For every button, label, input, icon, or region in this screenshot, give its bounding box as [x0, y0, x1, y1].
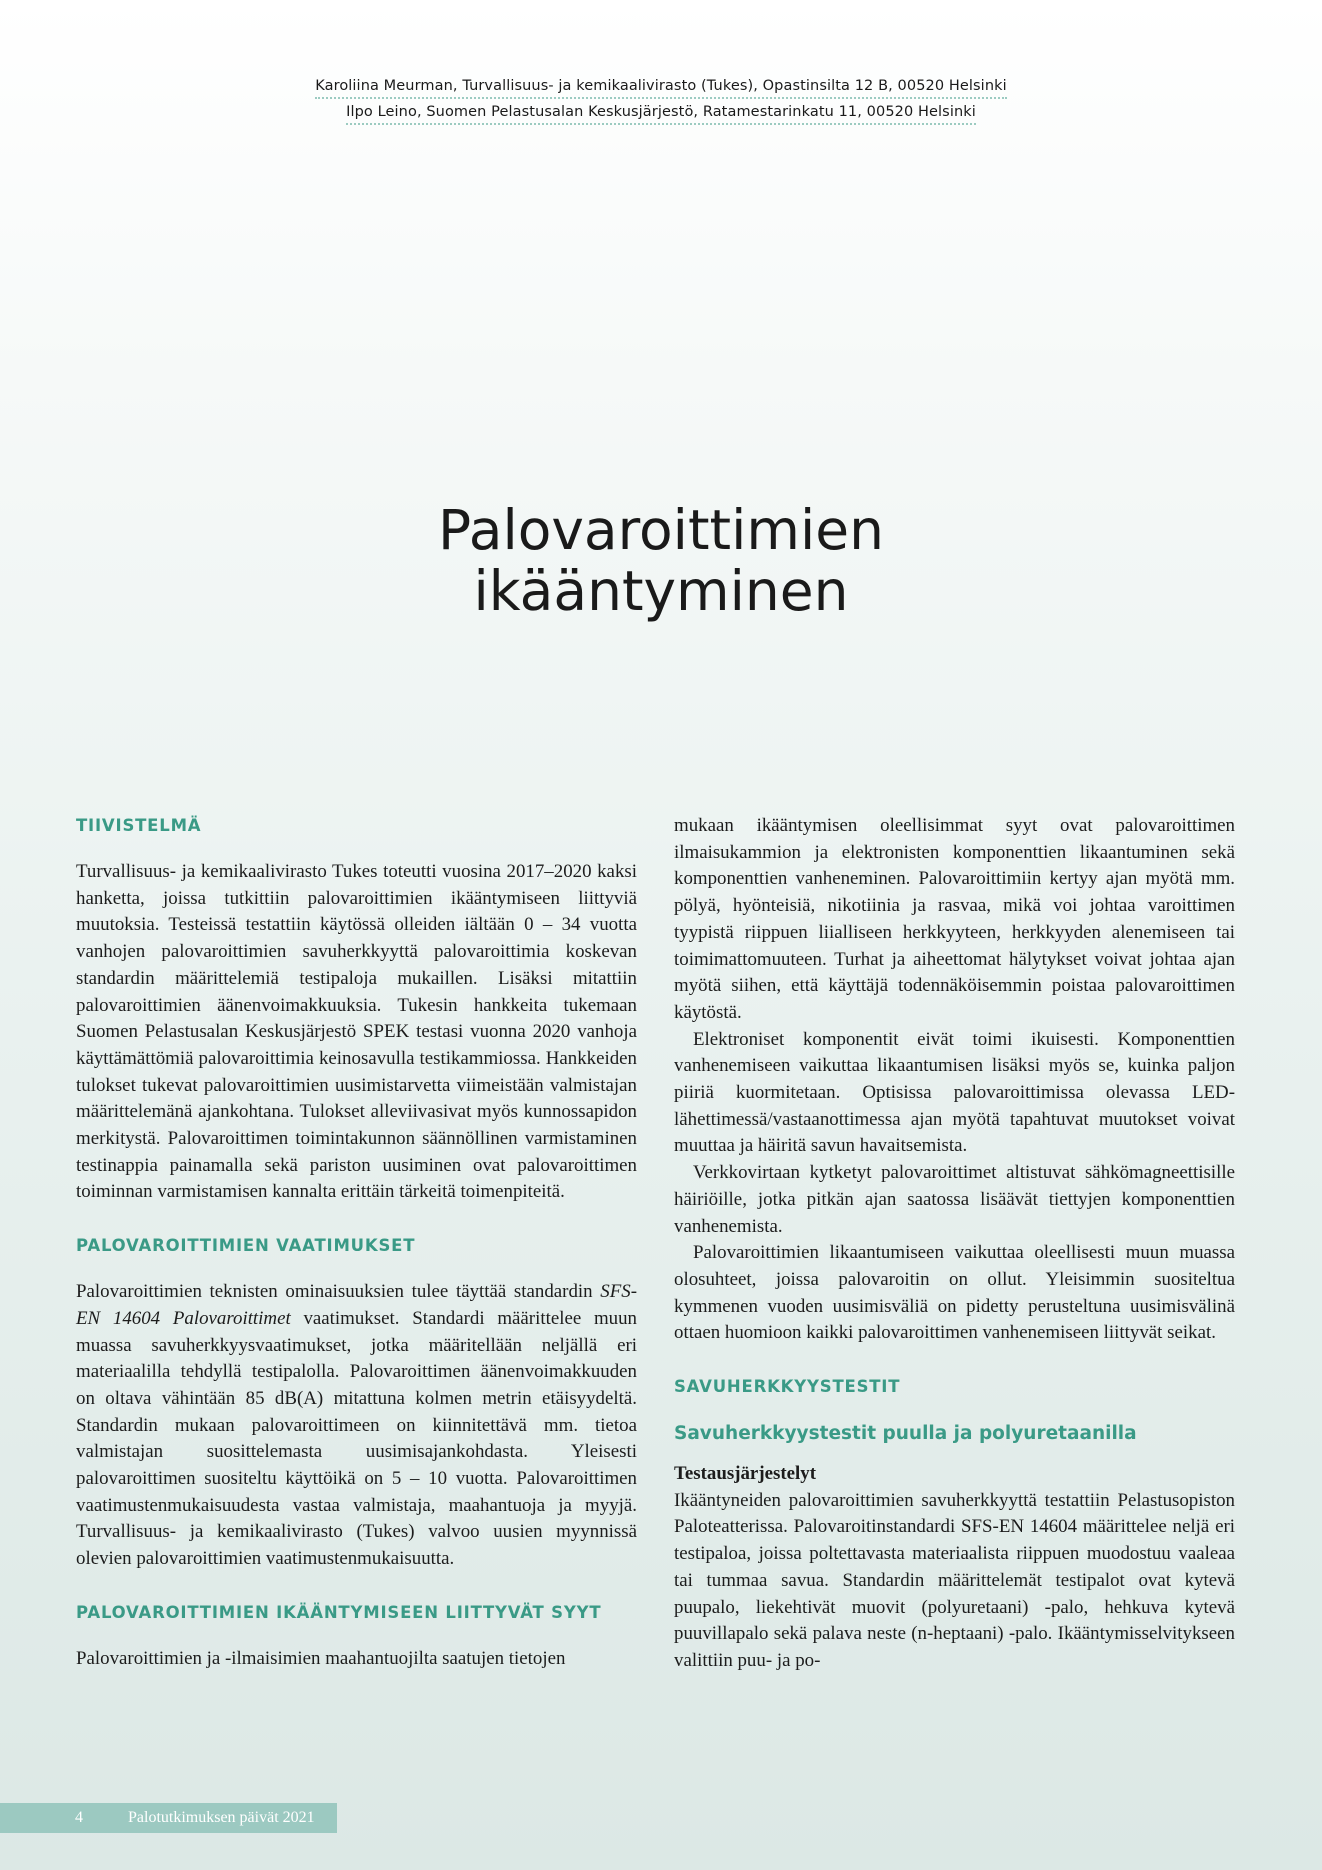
publication-title: Palotutkimuksen päivät 2021 [128, 1809, 315, 1826]
title-line-2: ikääntyminen [473, 559, 849, 623]
page-number: 4 [75, 1809, 83, 1826]
syyt-paragraph-1-start: Palovaroittimien ja -ilmaisimien maahantuojilta saatujen tietojen [76, 1647, 566, 1669]
article-title [0, 500, 1322, 622]
author-line-2: Ilpo Leino, Suomen Pelastusalan Keskusjärjestö, Ratamestarinkatu 11, 00520 Helsinki [346, 104, 976, 125]
page-footer [0, 1803, 337, 1833]
title-line-1: Palovaroittimien [438, 498, 884, 562]
subsection-heading: Savuherkkyystestit puulla ja polyuretaanilla [674, 1423, 1137, 1445]
testausjarjestelyt-paragraph: Ikääntyneiden palovaroittimien savuherkkyyttä testattiin Pelastusopiston Paloteatterissa. Palovaroitinstandardi SFS-EN 14604 määrittelee neljä eri testipaloa, joissa poltettavasta materiaalista riippuen muodostuu vaaleaa tai tummaa savua. Standardin määrittelemät testipalot ovat kytevä puupalo, liekehtivät muovit (polyuretaani) -palo, hehkuva kytevä puuvillapalo sekä palava neste (n-heptaani) -palo. Ikääntymisselvitykseen valittiin puu- ja po- [674, 1489, 1235, 1671]
left-column [76, 813, 637, 1673]
minor-heading-testausjarjestelyt: Testausjärjestelyt [674, 1463, 817, 1485]
syyt-paragraph-3: Verkkovirtaan kytketyt palovaroittimet altistuvat sähkömagneettisille häiriöille, jotka pitkän ajan saatossa lisäävät tiettyjen komponenttien vanhenemista. [674, 1162, 1235, 1237]
vaatimukset-text-after: vaatimukset. Standardi määrittelee muun muassa savuherkkyysvaatimukset, jotka määritellään neljällä eri materiaalilla tehdyllä testipalolla. Palovaroittimen äänenvoimakkuuden on oltava vähintään 85 dB(A) mitattuna kolmen metrin etäisyydeltä. Standardin mukaan palovaroittimeen on kiinnitettävä mm. tietoa valmistajan suosittelemasta uusimisajankohdasta. Yleisesti palovaroittimen suositeltu käyttöikä on 5 – 10 vuotta. Palovaroittimen vaatimustenmukaisuudesta vastaa valmistaja, maahantuoja ja myyjä. Turvallisuus- ja kemikaalivirasto (Tukes) valvoo uusien myynnissä olevien palovaroittimien vaatimustenmukaisuutta. [76, 1307, 637, 1570]
standard-name: SFS-EN 14604 Palovaroittimet [76, 1281, 637, 1329]
vaatimukset-paragraph [76, 1279, 637, 1573]
syyt-paragraph-4: Palovaroittimien likaantumiseen vaikuttaa oleellisesti muun muassa olosuhteet, joissa palovaroitin on ollut. Yleisimmin suositeltua kymmenen vuoden uusimisväliä on pidetty perusteltuna uusimisvälinä ottaen huomioon kaikki palovaroittimen vanhenemiseen liittyvät seikat. [674, 1242, 1235, 1344]
author-line-1: Karoliina Meurman, Turvallisuus- ja kemikaalivirasto (Tukes), Opastinsilta 12 B, 00520 Helsinki [315, 78, 1006, 99]
syyt-paragraph-2: Elektroniset komponentit eivät toimi ikuisesti. Komponenttien vanhenemiseen vaikuttaa likaantumisen lisäksi myös se, kuinka paljon piiriä kuormitetaan. Optisissa palovaroittimissa olevassa LED-lähettimessä/vastaanottimessa ajan myötä tapahtuvat muutokset voivat muuttaa ja häiritä savun havaitsemista. [674, 1028, 1235, 1157]
section-heading-vaatimukset: PALOVAROITTIMIEN VAATIMUKSET [76, 1236, 416, 1256]
author-block [0, 78, 1322, 130]
right-column [674, 813, 1235, 1675]
abstract-paragraph: Turvallisuus- ja kemikaalivirasto Tukes toteutti vuosina 2017–2020 kaksi hanketta, joissa tutkittiin palovaroittimien ikääntymiseen liittyviä muutoksia. Testeissä testattiin käytössä olleiden iältään 0 – 34 vuotta vanhojen palovaroittimien savuherkkyyttä palovaroittimia koskevan standardin määrittelemiä testipaloja mukaillen. Lisäksi mitattiin palovaroittimien äänenvoimakkuuksia. Tukesin hankkeita tukemaan Suomen Pelastusalan Keskusjärjestö SPEK testasi vuonna 2020 vanhoja käyttämättömiä palovaroittimia keinosavulla testikammiossa. Hankkeiden tulokset tukevat palovaroittimien uusimistarvetta viimeistään valmistajan määrittelemänä ajankohtana. Tulokset alleviivasivat myös kunnossapidon merkitystä. Palovaroittimen toimintakunnon säännöllinen varmistaminen testinappia painamalla sekä pariston uusiminen ovat palovaroittimen toiminnan varmistamisen kannalta erittäin tärkeitä toimenpiteitä. [76, 861, 637, 1203]
vaatimukset-text-before: Palovaroittimien teknisten ominaisuuksien tulee täyttää standardin [76, 1281, 601, 1303]
section-heading-syyt: PALOVAROITTIMIEN IKÄÄNTYMISEEN LIITTYVÄT SYYT [76, 1602, 602, 1622]
section-heading-savuherkkyystestit: SAVUHERKKYYSTESTIT [674, 1377, 901, 1397]
syyt-paragraph-1-end: mukaan ikääntymisen oleellisimmat syyt ovat palovaroittimen ilmaisukammion ja elektronisten komponenttien likaantuminen sekä komponenttien vanheneminen. Palovaroittimiin kertyy ajan myötä mm. pölyä, hyönteisiä, nikotiinia ja rasvaa, mikä voi johtaa varoittimen tyypistä riippuen liialliseen herkkyyteen, herkkyyden alenemiseen tai toimimattomuuteen. Turhat ja aiheettomat hälytykset voivat johtaa ajan myötä siihen, että käyttäjä todennäköisemmin poistaa palovaroittimen käytöstä. [674, 815, 1235, 1023]
section-heading-tiivistelma: TIIVISTELMÄ [76, 816, 202, 835]
